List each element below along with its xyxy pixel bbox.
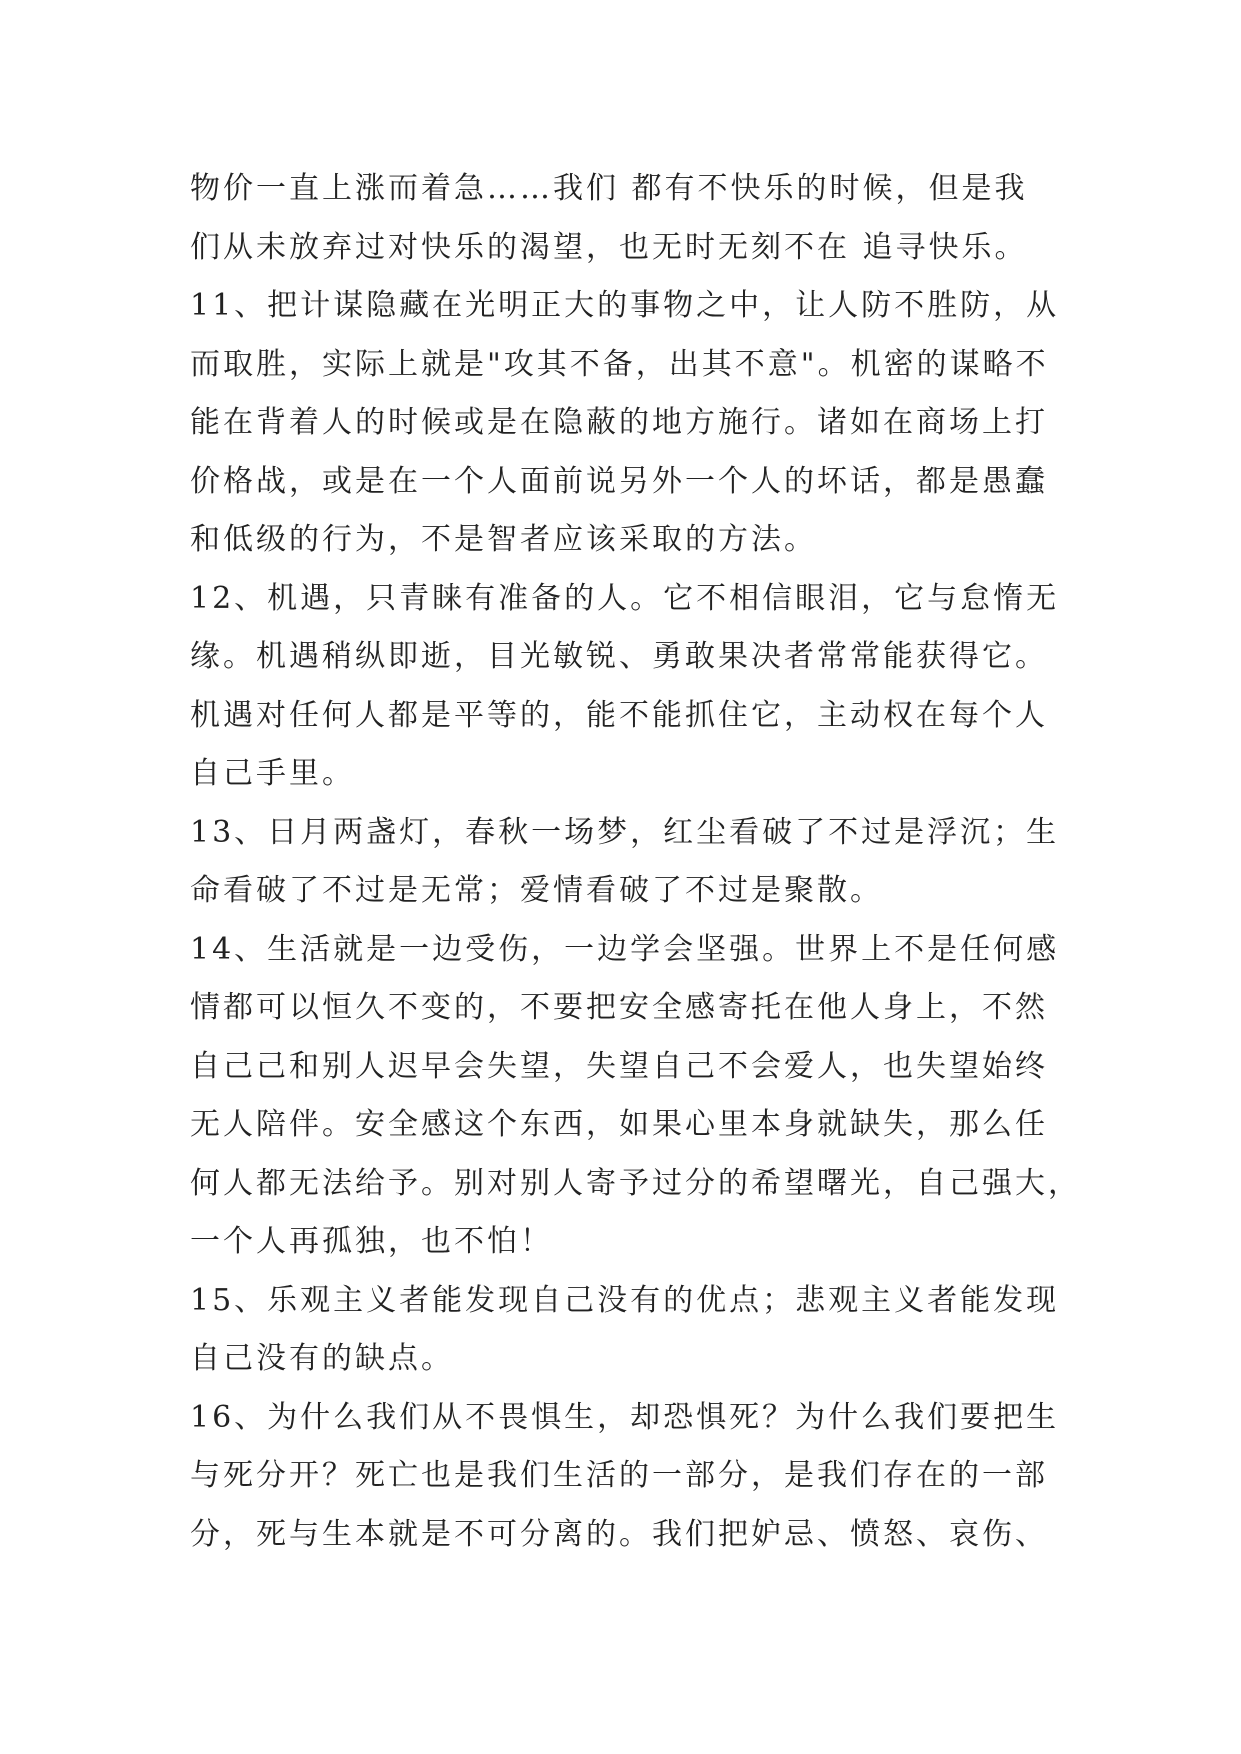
text-line: 14、生活就是一边受伤，一边学会坚强。世界上不是任何感 xyxy=(190,931,1060,967)
text-line: 13、日月两盏灯，春秋一场梦，红尘看破了不过是浮沉；生 xyxy=(190,814,1060,850)
text-line: 与死分开？死亡也是我们生活的一部分，是我们存在的一部 xyxy=(190,1458,1048,1493)
text-line: 分，死与生本就是不可分离的。我们把妒忌、愤怒、哀伤、 xyxy=(190,1516,1048,1552)
text-line: 能在背着人的时候或是在隐蔽的地方施行。诸如在商场上打 xyxy=(190,405,1048,440)
body-text xyxy=(190,160,1081,1564)
text-line: 15、乐观主义者能发现自己没有的优点；悲观主义者能发现 xyxy=(190,1282,1060,1318)
text-line: 情都可以恒久不变的，不要把安全感寄托在他人身上，不然 xyxy=(190,990,1048,1025)
text-line: 自己己和别人迟早会失望，失望自己不会爱人，也失望始终 xyxy=(190,1048,1048,1084)
text-line: 物价一直上涨而着急……我们 都有不快乐的时候，但是我 xyxy=(190,171,1028,206)
text-line: 机遇对任何人都是平等的，能不能抓住它，主动权在每个人 xyxy=(190,697,1048,733)
text-line: 11、把计谋隐藏在光明正大的事物之中，让人防不胜防，从 xyxy=(190,288,1060,323)
text-line: 无人陪伴。安全感这个东西，如果心里本身就缺失，那么任 xyxy=(190,1107,1048,1142)
text-line: 而取胜，实际上就是"攻其不备，出其不意"。机密的谋略不 xyxy=(190,346,1049,382)
text-line: 一个人再孤独，也不怕！ xyxy=(190,1224,553,1259)
text-line: 和低级的行为，不是智者应该采取的方法。 xyxy=(190,522,817,557)
text-line: 自己手里。 xyxy=(190,756,355,791)
text-line: 命看破了不过是无常；爱情看破了不过是聚散。 xyxy=(190,873,883,908)
text-line: 12、机遇，只青睐有准备的人。它不相信眼泪，它与怠惰无 xyxy=(190,580,1060,616)
text-line: 何人都无法给予。别对别人寄予过分的希望曙光，自己强大， xyxy=(190,1165,1081,1201)
text-line: 自己没有的缺点。 xyxy=(190,1341,454,1376)
text-line: 价格战，或是在一个人面前说另外一个人的坏话，都是愚蠢 xyxy=(190,463,1048,499)
text-line: 16、为什么我们从不畏惧生，却恐惧死？为什么我们要把生 xyxy=(190,1399,1060,1435)
text-line: 缘。机遇稍纵即逝，目光敏锐、勇敢果决者常常能获得它。 xyxy=(190,639,1048,674)
text-line: 们从未放弃过对快乐的渴望，也无时无刻不在 追寻快乐。 xyxy=(190,229,1028,265)
